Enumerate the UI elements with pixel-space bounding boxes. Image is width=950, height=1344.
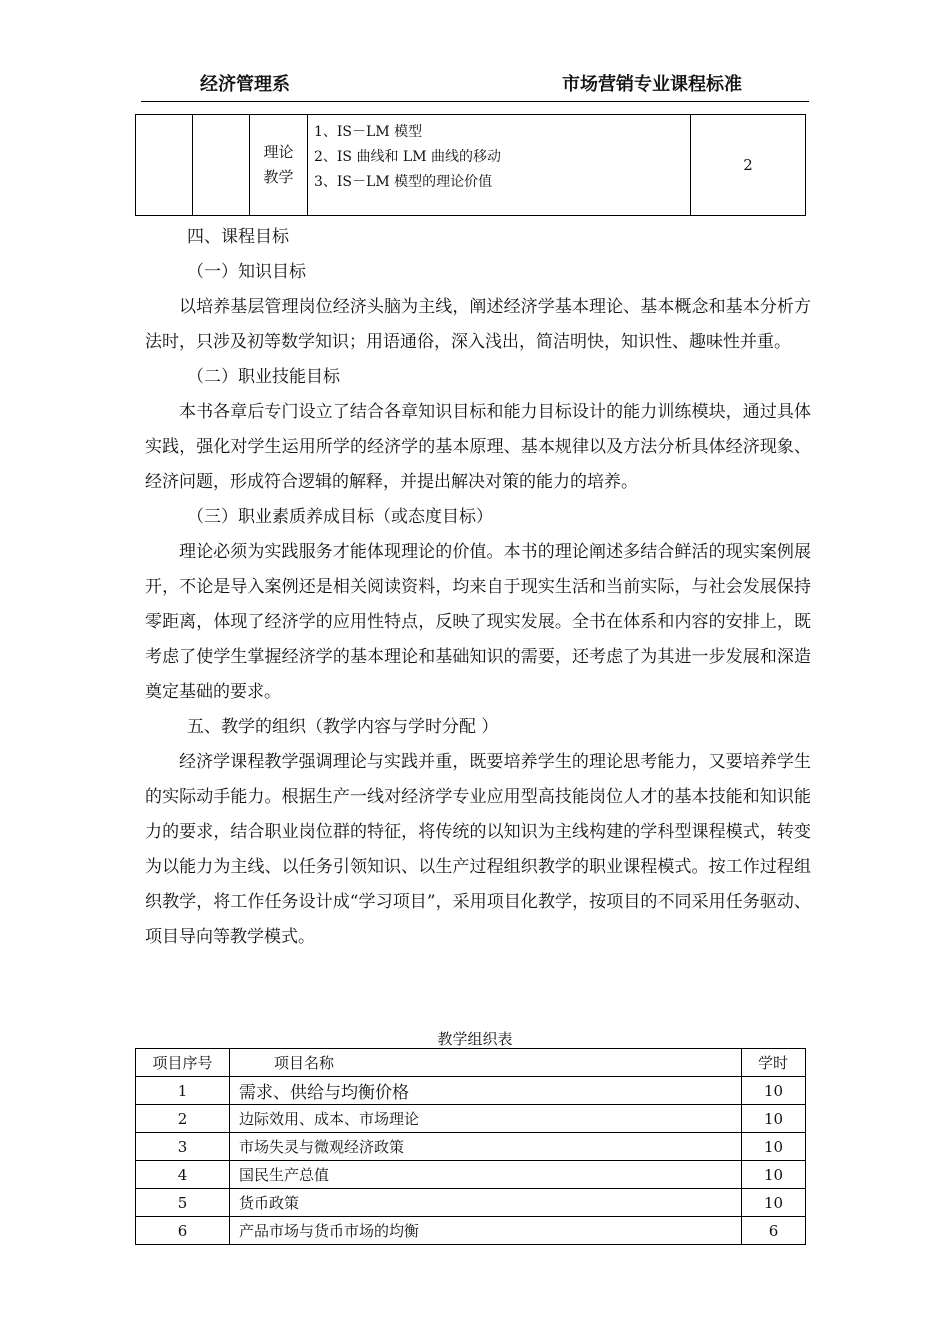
row-number: 1 <box>136 1077 230 1105</box>
teaching-organization-table <box>135 1048 806 1245</box>
row-number: 4 <box>136 1161 230 1189</box>
column-header: 学时 <box>742 1049 806 1077</box>
column-header: 项目名称 <box>230 1049 742 1077</box>
project-name: 需求、供给与均衡价格 <box>230 1077 742 1105</box>
header-rule <box>141 101 809 102</box>
project-hours: 10 <box>742 1105 806 1133</box>
teaching-type-line: 理论 <box>263 143 294 161</box>
project-hours: 10 <box>742 1189 806 1217</box>
project-name: 市场失灵与微观经济政策 <box>230 1133 742 1161</box>
paragraph: 本书各章后专门设立了结合各章知识目标和能力目标设计的能力训练模块，通过具体实践，强化对学生运用所学的经济学的基本原理、基本规律以及方法分析具体经济现象、经济问题，形成符合逻辑的解释，并提出解决对策的能力的培养。 <box>145 402 811 492</box>
table-row <box>136 115 806 216</box>
paragraph: 以培养基层管理岗位经济头脑为主线，阐述经济学基本理论、基本概念和基本分析方法时，只涉及初等数学知识；用语通俗，深入浅出，简洁明快，知识性、趣味性并重。 <box>145 297 811 352</box>
table-caption: 教学组织表 <box>437 1030 513 1048</box>
teaching-type-line: 教学 <box>263 168 294 186</box>
column-header: 项目序号 <box>136 1049 230 1077</box>
content-cell <box>308 115 691 216</box>
body-text <box>145 220 811 955</box>
row-number: 6 <box>136 1217 230 1245</box>
project-hours: 10 <box>742 1077 806 1105</box>
project-name: 产品市场与货币市场的均衡 <box>230 1217 742 1245</box>
empty-cell <box>136 115 193 216</box>
row-number: 5 <box>136 1189 230 1217</box>
paragraph: 经济学课程教学强调理论与实践并重，既要培养学生的理论思考能力，又要培养学生的实际动手能力。根据生产一线对经济学专业应用型高技能岗位人才的基本技能和知识能力的要求，结合职业岗位群的特征，将传统的以知识为主线构建的学科型课程模式，转变为以能力为主线、以任务引领知识、以生产过程组织教学的职业课程模式。按工作过程组织教学，将工作任务设计成“学习项目”，采用项目化教学，按项目的不同采用任务驱动、项目导向等教学模式。 <box>145 752 811 947</box>
content-item: 3、IS－LM 模型的理论价值 <box>314 174 493 190</box>
table-row <box>136 1105 806 1133</box>
subsection-heading: （三）职业素质养成目标（或态度目标） <box>187 507 493 527</box>
table-header-row <box>136 1049 806 1077</box>
header-department: 经济管理系 <box>200 74 290 95</box>
table-row <box>136 1161 806 1189</box>
table-row <box>136 1133 806 1161</box>
project-name: 边际效用、成本、市场理论 <box>230 1105 742 1133</box>
subsection-heading: （一）知识目标 <box>187 262 306 282</box>
row-number: 2 <box>136 1105 230 1133</box>
row-number: 3 <box>136 1133 230 1161</box>
project-name: 国民生产总值 <box>230 1161 742 1189</box>
subsection-heading: （二）职业技能目标 <box>187 367 340 387</box>
content-item: 2、IS 曲线和 LM 曲线的移动 <box>314 149 502 165</box>
content-item: 1、IS－LM 模型 <box>314 124 423 140</box>
top-course-table <box>135 114 806 216</box>
hours-cell: 2 <box>691 115 806 216</box>
project-name: 货币政策 <box>230 1189 742 1217</box>
empty-cell <box>193 115 250 216</box>
paragraph: 理论必须为实践服务才能体现理论的价值。本书的理论阐述多结合鲜活的现实案例展开，不论是导入案例还是相关阅读资料，均来自于现实生活和当前实际，与社会发展保持零距离，体现了经济学的应用性特点，反映了现实发展。全书在体系和内容的安排上，既考虑了使学生掌握经济学的基本理论和基础知识的需要，还考虑了为其进一步发展和深造奠定基础的要求。 <box>145 542 811 702</box>
project-hours: 6 <box>742 1217 806 1245</box>
section-heading: 五、教学的组织（教学内容与学时分配 ） <box>187 717 499 737</box>
table-row <box>136 1077 806 1105</box>
table-row <box>136 1217 806 1245</box>
section-heading: 四、课程目标 <box>187 227 289 247</box>
table-row <box>136 1189 806 1217</box>
project-hours: 10 <box>742 1161 806 1189</box>
project-hours: 10 <box>742 1133 806 1161</box>
teaching-type-cell <box>250 115 308 216</box>
header-document-title: 市场营销专业课程标准 <box>562 74 742 95</box>
